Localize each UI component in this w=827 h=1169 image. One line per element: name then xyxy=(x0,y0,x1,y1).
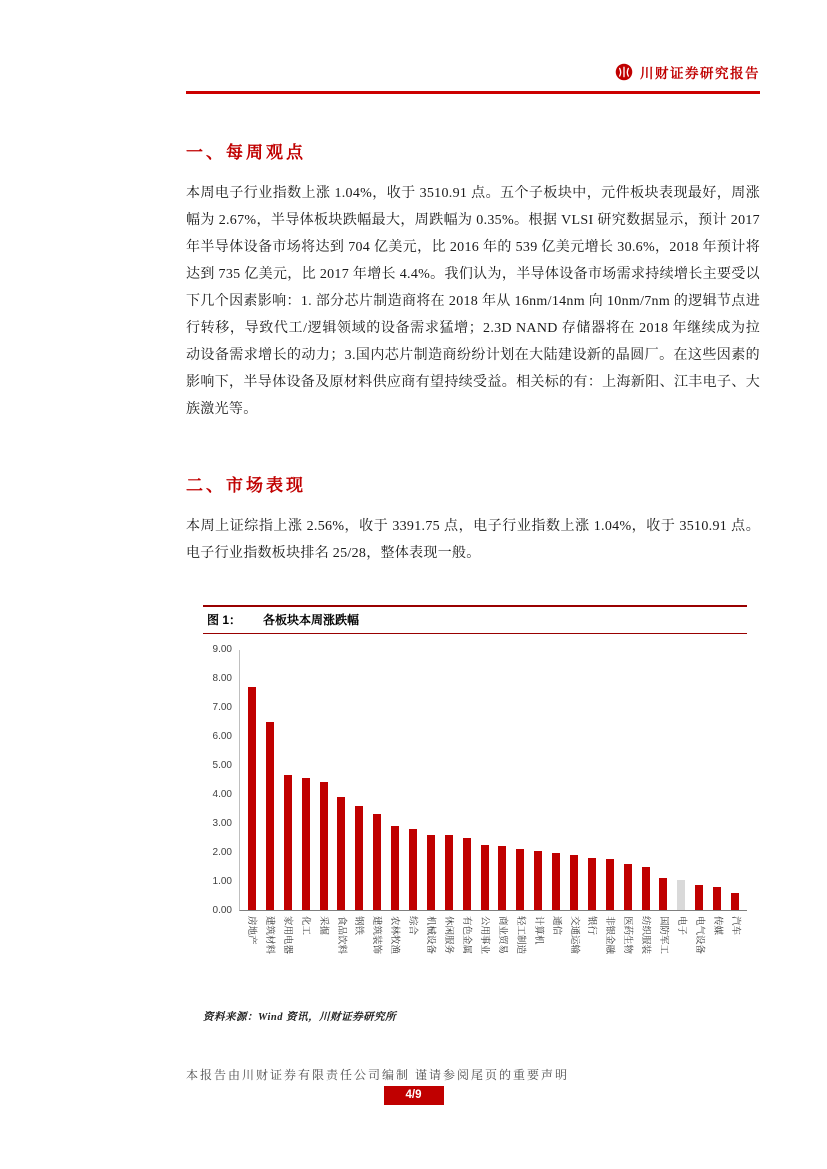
bar-slot xyxy=(708,887,726,910)
bar-slot xyxy=(458,838,476,911)
bar xyxy=(498,846,506,910)
y-tick-label: 2.00 xyxy=(212,847,232,858)
bar-slot xyxy=(261,722,279,911)
y-tick-label: 8.00 xyxy=(212,673,232,684)
bar xyxy=(731,893,739,910)
bar-slot xyxy=(726,893,744,910)
bar-slot xyxy=(637,867,655,911)
x-axis-label: 有色金属 xyxy=(461,916,473,955)
market-performance-paragraph: 本周上证综指上涨 2.56%，收于 3391.75 点，电子行业指数上涨 1.04%，收于 3510.91 点。电子行业指数板块排名 25/28，整体表现一般。 xyxy=(186,519,760,561)
bar xyxy=(552,853,560,910)
x-axis-label: 商业贸易 xyxy=(496,916,508,955)
bar xyxy=(713,887,721,910)
x-axis-label: 公用事业 xyxy=(478,916,490,955)
x-axis-label: 纺织服装 xyxy=(640,916,652,955)
report-brand-title: 川财证券研究报告 xyxy=(640,66,760,81)
bar-slot xyxy=(440,835,458,910)
bar xyxy=(373,814,381,910)
y-tick-label: 5.00 xyxy=(212,760,232,771)
x-axis-label: 轻工制造 xyxy=(514,916,526,955)
company-logo-icon xyxy=(615,63,633,81)
bar-slot xyxy=(476,845,494,910)
bar-slot xyxy=(422,835,440,910)
bar xyxy=(266,722,274,911)
bar xyxy=(248,687,256,910)
bar-chart xyxy=(203,644,747,997)
figure-title: 各板块本周涨跌幅 xyxy=(263,613,360,627)
weekly-view-paragraph: 本周电子行业指数上涨 1.04%，收于 3510.91 点。五个子板块中，元件板块表现最好，周涨幅为 2.67%，半导体板块跌幅最大，周跌幅为 0.35%。根据 VLSI 研究数据显示，预计 2017 年半导体设备市场将达到 704 亿美元，比 2016 年的 539 亿美元增长 30.6%，2018 年预计将达到 735 亿美元，比 2017 年增长 4.4%。我们认为，半导体设备市场需求持续增长主要受以下几个因素影响：1. 部分芯片制造商将在 2018 年从 16nm/14nm 向 10nm/7nm 的逻辑节点进行转移，导致代工/逻辑领域的设备需求猛增；2.3D NAND 存储器将在 2018 年继续成为拉动设备需求增长的动力；3.国内芯片制造商纷纷计划在大陆建设新的晶圆厂。在这些因素的影响下，半导体设备及原材料供应商有望持续受益。相关标的有：上海新阳、江丰电子、大族激光等。 xyxy=(186,186,760,417)
bar-slot xyxy=(350,806,368,910)
x-axis-label: 国防军工 xyxy=(658,916,670,955)
x-axis-label: 综合 xyxy=(407,916,419,936)
bar-slot xyxy=(690,885,708,910)
bar xyxy=(642,867,650,911)
x-axis-label: 建筑材料 xyxy=(263,916,275,955)
figure-label: 图 1： xyxy=(207,613,242,627)
x-axis-label: 银行 xyxy=(586,916,598,936)
bar xyxy=(320,782,328,910)
bar xyxy=(588,858,596,910)
chart-y-axis xyxy=(203,644,239,916)
bar xyxy=(481,845,489,910)
x-axis-label: 家用电器 xyxy=(281,916,293,955)
chart-plot xyxy=(239,650,747,911)
bar-slot xyxy=(529,851,547,910)
report-header xyxy=(186,0,760,82)
bar-slot xyxy=(243,687,261,910)
x-axis-label: 建筑装饰 xyxy=(371,916,383,955)
bar xyxy=(445,835,453,910)
y-tick-label: 3.00 xyxy=(212,818,232,829)
x-axis-label: 非银金融 xyxy=(604,916,616,955)
x-axis-label: 化工 xyxy=(299,916,311,936)
x-axis-label: 传媒 xyxy=(711,916,723,936)
bar xyxy=(624,864,632,910)
x-axis-label: 通信 xyxy=(550,916,562,936)
x-axis-label: 采掘 xyxy=(317,916,329,936)
y-tick-label: 7.00 xyxy=(212,702,232,713)
header-divider xyxy=(186,91,760,94)
x-axis-label: 机械设备 xyxy=(425,916,437,955)
bar-slot xyxy=(315,782,333,910)
section-heading-market-performance: 二、市场表现 xyxy=(186,476,306,495)
bar-slot xyxy=(332,797,350,910)
bar xyxy=(391,826,399,910)
bar-slot xyxy=(297,778,315,910)
bar xyxy=(427,835,435,910)
bar xyxy=(570,855,578,910)
bar xyxy=(409,829,417,910)
bar xyxy=(534,851,542,910)
bar xyxy=(516,849,524,910)
bar-slot xyxy=(672,880,690,910)
bar xyxy=(302,778,310,910)
y-tick-label: 4.00 xyxy=(212,789,232,800)
bar-slot xyxy=(386,826,404,910)
bar xyxy=(284,775,292,910)
x-axis-label: 钢铁 xyxy=(353,916,365,936)
page-number-badge: 4/9 xyxy=(384,1086,444,1105)
x-axis-label: 房地产 xyxy=(245,916,257,945)
figure-header xyxy=(203,605,747,634)
bar xyxy=(463,838,471,911)
y-tick-label: 0.00 xyxy=(212,905,232,916)
y-tick-label: 1.00 xyxy=(212,876,232,887)
bar xyxy=(659,878,667,910)
bar xyxy=(337,797,345,910)
bar xyxy=(695,885,703,910)
section-heading-weekly-view: 一、每周观点 xyxy=(186,143,306,162)
bar xyxy=(606,859,614,910)
x-axis-label: 计算机 xyxy=(532,916,544,945)
x-axis-label: 交通运输 xyxy=(568,916,580,955)
bar-slot xyxy=(565,855,583,910)
bar-slot xyxy=(654,878,672,910)
bar-slot xyxy=(368,814,386,910)
bar-slot xyxy=(493,846,511,910)
bar-slot xyxy=(511,849,529,910)
chart-plot-column xyxy=(239,650,747,997)
bar-slot xyxy=(279,775,297,910)
y-tick-label: 6.00 xyxy=(212,731,232,742)
bar xyxy=(355,806,363,910)
x-axis-label: 休闲服务 xyxy=(443,916,455,955)
x-axis-label: 电子 xyxy=(676,916,688,936)
x-axis-label: 食品饮料 xyxy=(335,916,347,955)
x-axis-label: 电气设备 xyxy=(694,916,705,955)
footer-disclaimer: 本报告由川财证券有限责任公司编制 谨请参阅尾页的重要声明 xyxy=(186,1068,570,1082)
bar-slot xyxy=(583,858,601,910)
bar-slot xyxy=(404,829,422,910)
x-axis-label: 汽车 xyxy=(729,916,741,936)
x-axis-label: 农林牧渔 xyxy=(389,916,401,955)
y-tick-label: 9.00 xyxy=(212,644,232,655)
chart-x-labels xyxy=(239,911,747,997)
bar-slot xyxy=(619,864,637,910)
x-axis-label: 医药生物 xyxy=(622,916,634,955)
source-note: 资料来源：Wind 资讯，川财证券研究所 xyxy=(203,1012,397,1023)
bar-slot xyxy=(547,853,565,910)
bar-slot xyxy=(601,859,619,910)
figure-1 xyxy=(203,605,747,997)
bar xyxy=(677,880,685,910)
